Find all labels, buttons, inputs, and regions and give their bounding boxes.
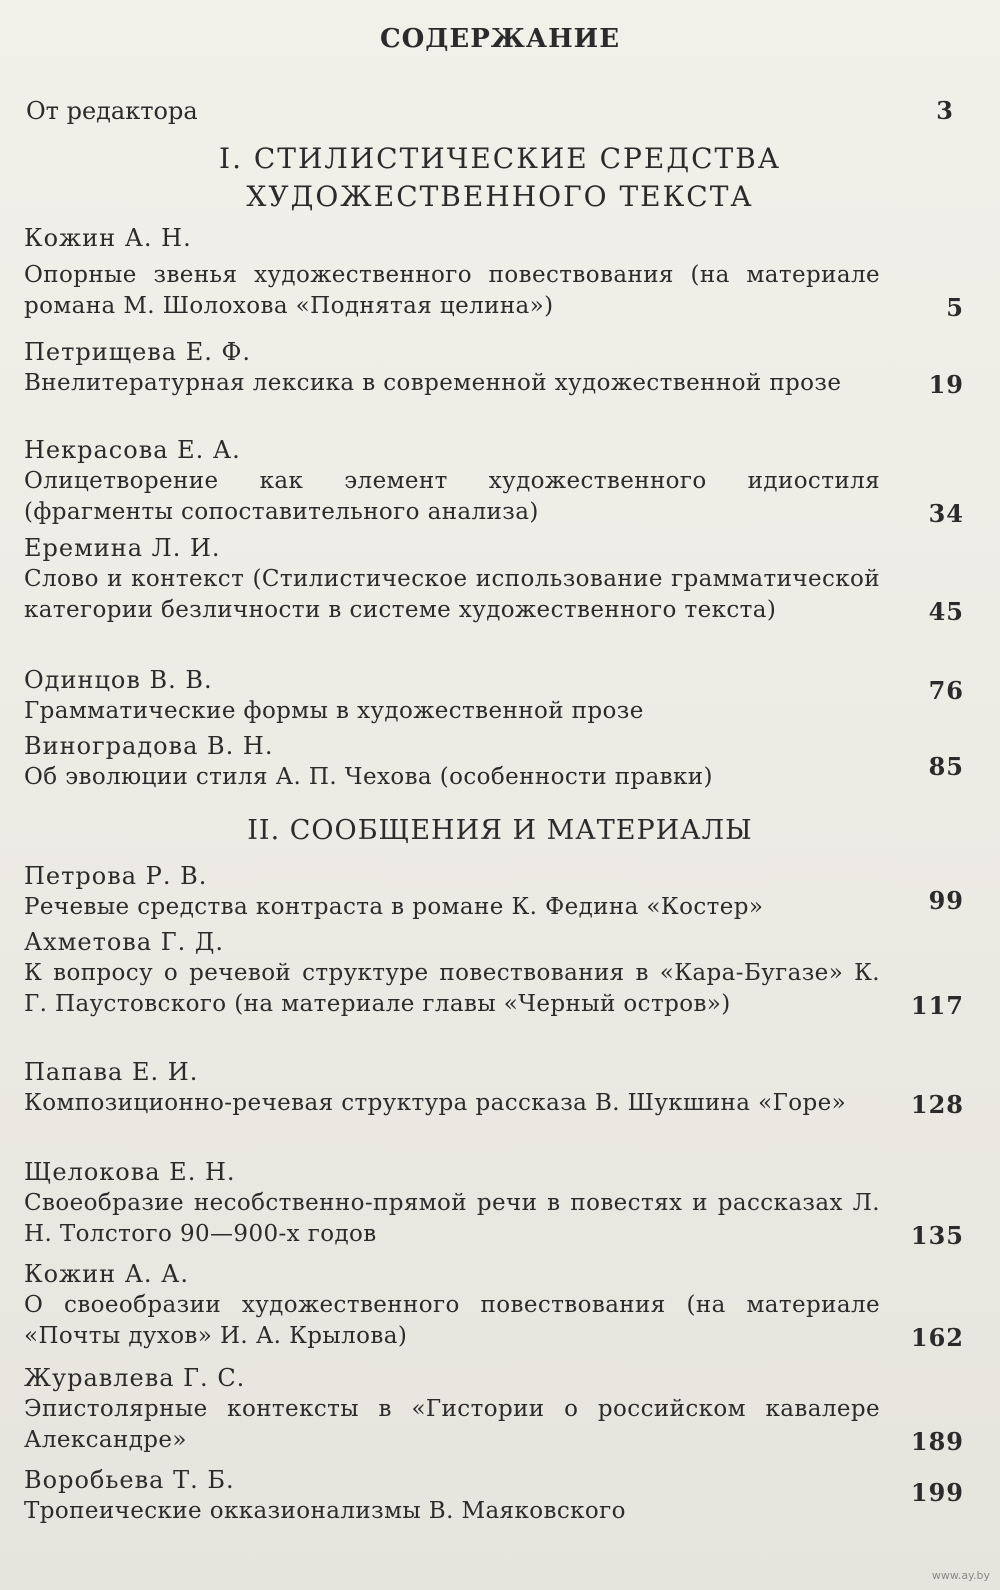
entry-title: Речевые средства контраста в романе К. Федина «Костер»	[24, 894, 764, 920]
entry-title: Эпистолярные контексты в «Гистории о российском кавалере Александре»	[24, 1396, 880, 1453]
section-heading-1	[0, 140, 1000, 216]
toc-entry	[24, 532, 984, 626]
toc-entry	[24, 222, 984, 322]
page-number: 76	[928, 676, 964, 705]
entry-title: Об эволюции стиля А. П. Чехова (особенности правки)	[24, 764, 713, 790]
page-number: 199	[910, 1478, 964, 1507]
page-number: 117	[910, 991, 964, 1020]
entry-author: Еремина Л. И.	[24, 534, 221, 562]
page-number: 19	[928, 370, 964, 399]
entry-author: Кожин А. Н.	[24, 224, 192, 252]
entry-title: Грамматические формы в художественной прозе	[24, 698, 644, 724]
toc-entry	[24, 730, 984, 793]
entry-author: Петрищева Е. Ф.	[24, 338, 252, 366]
page-number: 135	[910, 1221, 964, 1250]
entry-author: Кожин А. А.	[24, 1260, 189, 1288]
entry-author: Некрасова Е. А.	[24, 436, 241, 464]
entry-author: Папава Е. И.	[24, 1058, 199, 1086]
entry-author: Воробьева Т. Б.	[24, 1466, 235, 1494]
entry-title: Композиционно-речевая структура рассказа В. Шукшина «Горе»	[24, 1090, 847, 1116]
page-number: 85	[928, 752, 964, 781]
entry-title: Слово и контекст (Стилистическое использование грамматической категории безличности в системе художественного текста)	[24, 566, 880, 623]
entry-title: Внелитературная лексика в современной художественной прозе	[24, 370, 842, 396]
entry-title: О своеобразии художественного повествования (на материале «Почты духов» И. А. Крылова)	[24, 1292, 880, 1349]
page-number: 99	[928, 886, 964, 915]
toc-entry	[24, 1464, 984, 1527]
page-number: 162	[910, 1323, 964, 1352]
entry-author: Щелокова Е. Н.	[24, 1158, 236, 1186]
toc-entry	[24, 434, 984, 528]
entry-title: Опорные звенья художественного повествования (на материале романа М. Шолохова «Поднятая целина»)	[24, 262, 880, 319]
watermark: www.ay.by	[931, 1569, 990, 1582]
entry-title: Своеобразие несобственно-прямой речи в повестях и рассказах Л. Н. Толстого 90—900-х годов	[24, 1190, 880, 1247]
section-heading-2: II. СООБЩЕНИЯ И МАТЕРИАЛЫ	[247, 815, 753, 846]
toc-entry	[24, 1258, 984, 1352]
toc-title: СОДЕРЖАНИЕ	[379, 24, 621, 54]
page-number: 3	[936, 96, 954, 125]
entry-title: Тропеические окказионализмы В. Маяковского	[24, 1498, 626, 1524]
toc-entry	[24, 336, 984, 399]
toc-entry	[24, 1156, 984, 1250]
toc-entry	[24, 1056, 984, 1119]
toc-entry	[24, 664, 984, 727]
toc-entry	[24, 1362, 984, 1456]
toc-entry	[24, 860, 984, 923]
page-number: 189	[910, 1427, 964, 1456]
entry-author: Одинцов В. В.	[24, 666, 213, 694]
entry-title: К вопросу о речевой структуре повествования в «Кара-Бугазе» К. Г. Паустовского (на материале главы «Черный остров»)	[24, 960, 880, 1017]
entry-author: Ахметова Г. Д.	[24, 928, 225, 956]
entry-author: Петрова Р. В.	[24, 862, 208, 890]
entry-title: Олицетворение как элемент художественного идиостиля (фрагменты сопоставительного анализа)	[24, 468, 880, 525]
toc-entry-editor	[26, 94, 976, 128]
page-number: 5	[946, 293, 964, 322]
entry-title: От редактора	[26, 97, 198, 125]
section-heading-line: ХУДОЖЕСТВЕННОГО ТЕКСТА	[246, 180, 754, 213]
toc-entry	[24, 926, 984, 1020]
entry-author: Виноградова В. Н.	[24, 732, 274, 760]
entry-author: Журавлева Г. С.	[24, 1364, 246, 1392]
section-heading-line: I. СТИЛИСТИЧЕСКИЕ СРЕДСТВА	[219, 142, 781, 175]
page-number: 34	[928, 499, 964, 528]
page-number: 128	[910, 1090, 964, 1119]
page-number: 45	[928, 597, 964, 626]
